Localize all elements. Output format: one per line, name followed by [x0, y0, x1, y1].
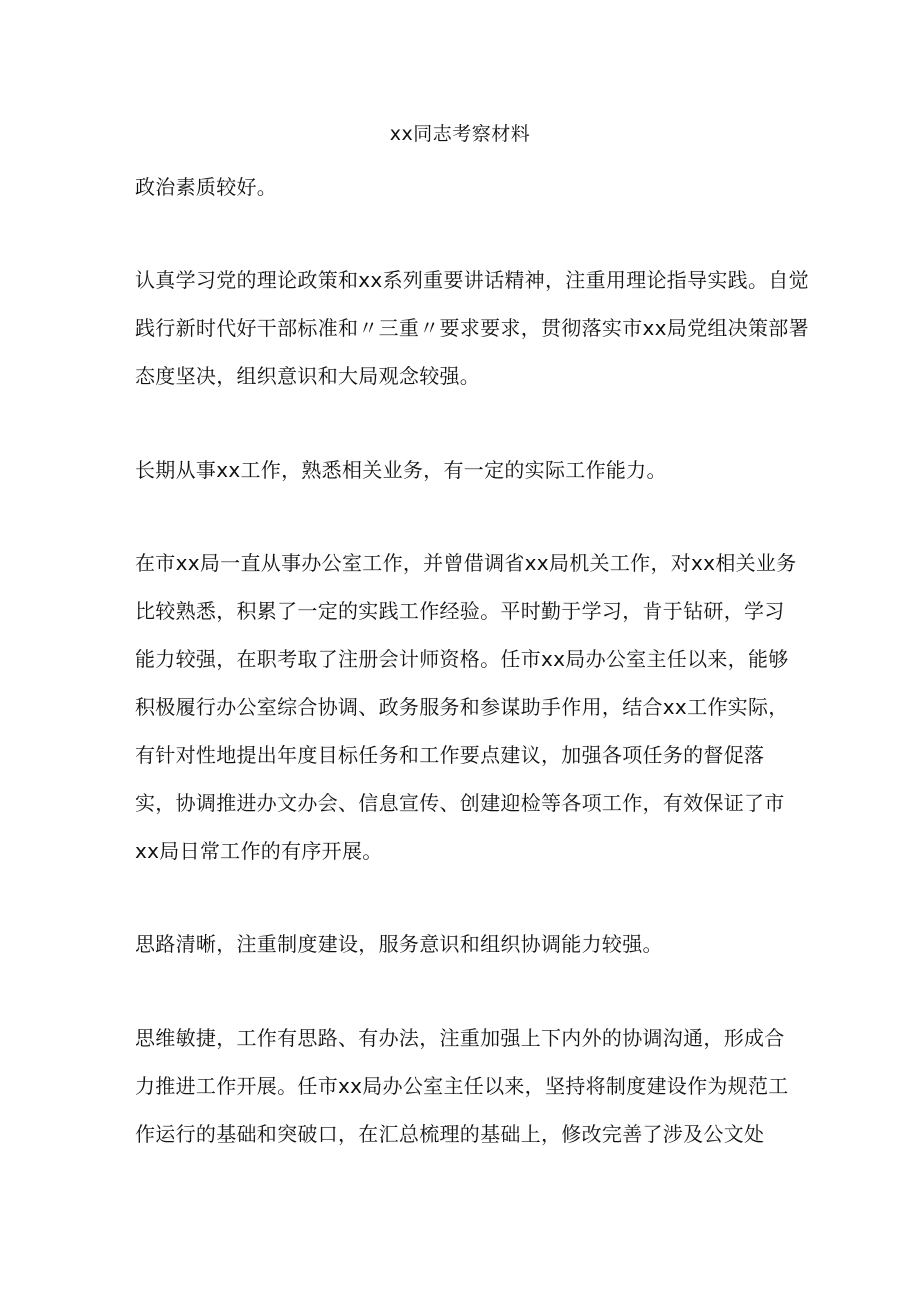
paragraph-line: 力推进工作开展。任市xx局办公室主任以来，坚持将制度建设作为规范工: [135, 1074, 789, 1098]
paragraph-line: 有针对性地提出年度目标任务和工作要点建议，加强各项任务的督促落: [135, 743, 765, 767]
paragraph-line: 践行新时代好干部标准和〃三重〃要求要求，贯彻落实市xx局党组决策部署: [135, 316, 809, 340]
paragraph-line: 作运行的基础和突破口，在汇总梳理的基础上，修改完善了涉及公文处: [135, 1122, 765, 1146]
paragraph-line: 认真学习党的理论政策和xx系列重要讲话精神，注重用理论指导实践。自觉: [135, 268, 809, 292]
paragraph-line: 积极履行办公室综合协调、政务服务和参谋助手作用，结合xx工作实际，: [135, 695, 789, 719]
paragraph-line: 比较熟悉，积累了一定的实践工作经验。平时勤于学习，肯于钻研，学习: [135, 599, 785, 623]
paragraph-line: 能力较强，在职考取了注册会计师资格。任市xx局办公室主任以来，能够: [135, 647, 789, 671]
paragraph-line: 在市xx局一直从事办公室工作，并曾借调省xx局机关工作，对xx相关业务: [135, 551, 797, 575]
document-title: xx同志考察材料: [389, 123, 531, 145]
paragraph-line: 实，协调推进办文办会、信息宣传、创建迎检等各项工作，有效保证了市: [135, 791, 785, 815]
paragraph-line: 态度坚决，组织意识和大局观念较强。: [135, 364, 481, 388]
heading-clear-thinking: 思路清晰，注重制度建设，服务意识和组织协调能力较强。: [135, 932, 663, 956]
heading-work-experience: 长期从事xx工作，熟悉相关业务，有一定的实际工作能力。: [135, 458, 667, 482]
heading-political-quality: 政治素质较好。: [135, 175, 278, 199]
paragraph-line: 思维敏捷，工作有思路、有办法，注重加强上下内外的协调沟通，形成合: [135, 1026, 785, 1050]
paragraph-line: xx局日常工作的有序开展。: [135, 839, 383, 863]
